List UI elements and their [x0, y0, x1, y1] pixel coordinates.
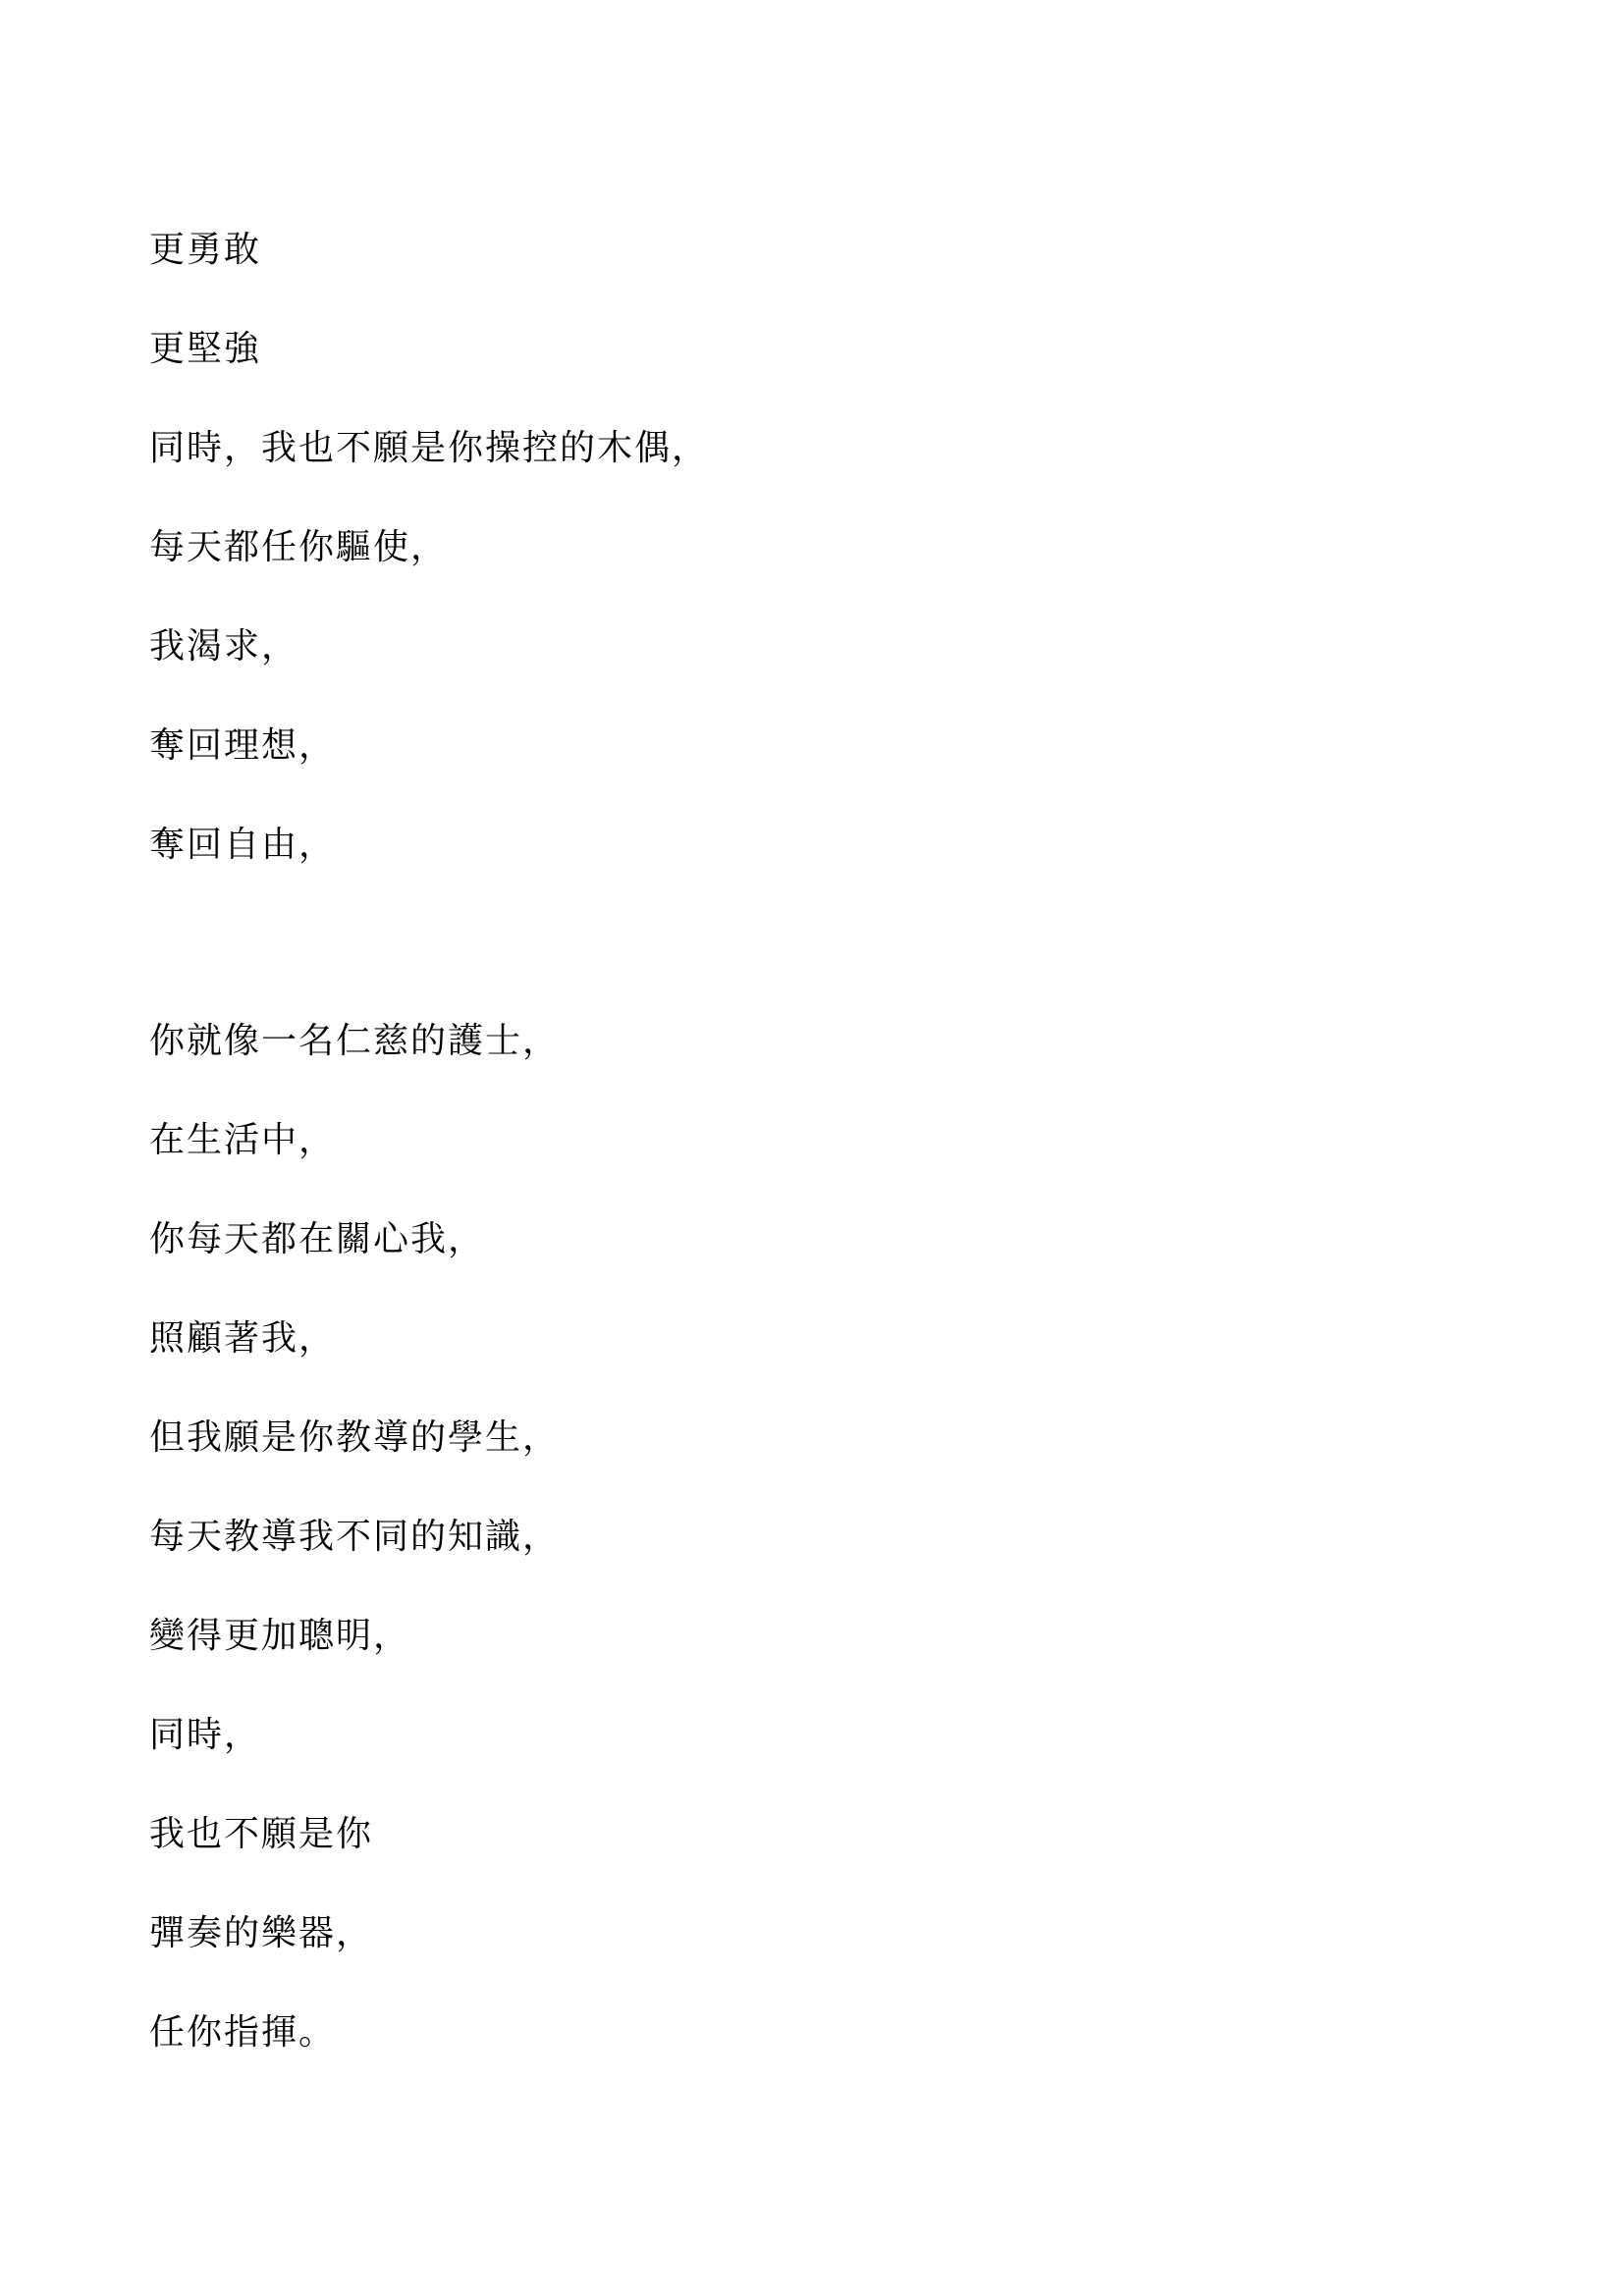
text-line: 奪回自由，: [149, 825, 337, 865]
text-line: 每天教導我不同的知識，: [149, 1517, 561, 1557]
stanza-2: [149, 1014, 560, 2105]
stanza-1: [149, 223, 709, 917]
text-line: 我渴求，: [149, 626, 299, 667]
text-line: 照顧著我，: [149, 1318, 337, 1359]
text-line: 彈奏的樂器，: [149, 1913, 374, 1953]
text-line: 更勇敢: [149, 230, 262, 270]
text-line: 你就像一名仁慈的護士，: [149, 1021, 561, 1061]
text-line: 但我願是你教導的學生，: [149, 1417, 561, 1458]
text-line: 更堅強: [149, 329, 262, 369]
text-line: 同時，: [149, 1715, 262, 1755]
text-line: 我也不願是你: [149, 1814, 374, 1854]
text-line: 每天都任你驅使，: [149, 527, 449, 567]
text-line: 在生活中，: [149, 1120, 337, 1160]
text-line: 變得更加聰明，: [149, 1616, 411, 1656]
text-line: 同時，我也不願是你操控的木偶，: [149, 428, 710, 468]
text-line: 任你指揮。: [149, 2012, 337, 2053]
text-line: 奪回理想，: [149, 725, 337, 766]
text-line: 你每天都在關心我，: [149, 1219, 486, 1259]
